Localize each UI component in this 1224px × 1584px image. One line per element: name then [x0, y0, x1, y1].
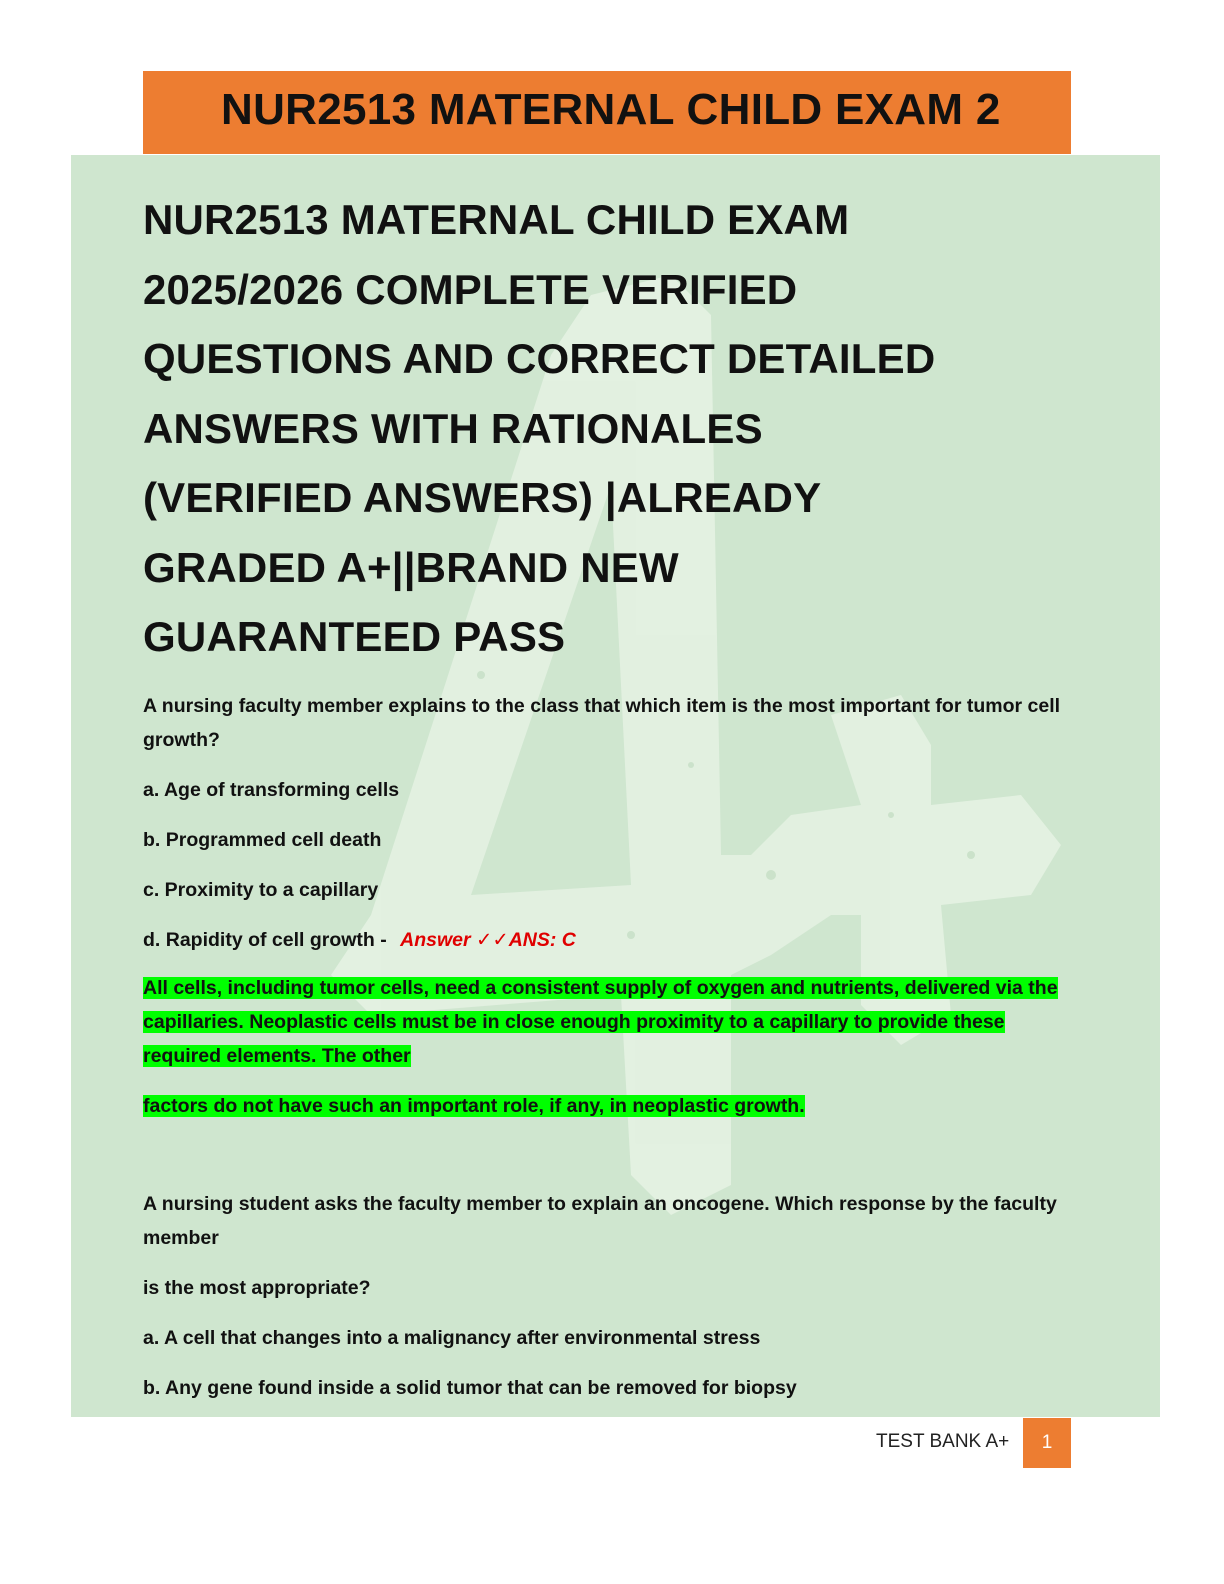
title-line: GRADED A+||BRAND NEW [143, 543, 679, 591]
title-line: NUR2513 MATERNAL CHILD EXAM [143, 196, 850, 243]
page-number: 1 [1023, 1418, 1071, 1468]
answer-label: Answer ✓✓ANS: C [400, 928, 576, 951]
question-1-text: A nursing faculty member explains to the class that which item is the most important for tumor cell growth? [143, 694, 1061, 751]
question-2-text-continued: is the most appropriate? [143, 1276, 371, 1299]
title-line: 2025/2026 COMPLETE VERIFIED [143, 265, 798, 313]
rationale-highlight: factors do not have such an important role, if any, in neoplastic growth. [143, 1094, 805, 1117]
question-1-option-d [143, 923, 1083, 957]
option-d-text: d. Rapidity of cell growth - [143, 928, 393, 951]
question-1-rationale [143, 971, 1083, 1073]
question-1-option-c: c. Proximity to a capillary [143, 878, 379, 901]
document-body [143, 185, 1083, 1405]
header-title: NUR2513 MATERNAL CHILD EXAM 2 [221, 85, 1001, 134]
title-line: QUESTIONS AND CORRECT DETAILED [143, 335, 936, 382]
question-1-rationale-continued [143, 1089, 1083, 1123]
header-banner [143, 71, 1071, 154]
question-2-option-a: a. A cell that changes into a malignancy after environmental stress [143, 1326, 761, 1349]
document-title [143, 185, 1083, 672]
question-2-text: A nursing student asks the faculty member to explain an oncogene. Which response by the faculty member [143, 1192, 1057, 1249]
question-1-option-a: a. Age of transforming cells [143, 778, 400, 801]
title-line: GUARANTEED PASS [143, 613, 566, 660]
question-2-option-b: b. Any gene found inside a solid tumor that can be removed for biopsy [143, 1376, 797, 1399]
title-line: (VERIFIED ANSWERS) |ALREADY [143, 474, 822, 521]
title-line: ANSWERS WITH RATIONALES [143, 404, 763, 452]
question-1-option-b: b. Programmed cell death [143, 828, 382, 851]
rationale-highlight: All cells, including tumor cells, need a consistent supply of oxygen and nutrients, delivered via the capillaries. Neoplastic cells must be in close enough proximity to a capillary to provide these required elements. The other [143, 976, 1058, 1067]
footer-label: TEST BANK A+ [876, 1431, 1010, 1452]
